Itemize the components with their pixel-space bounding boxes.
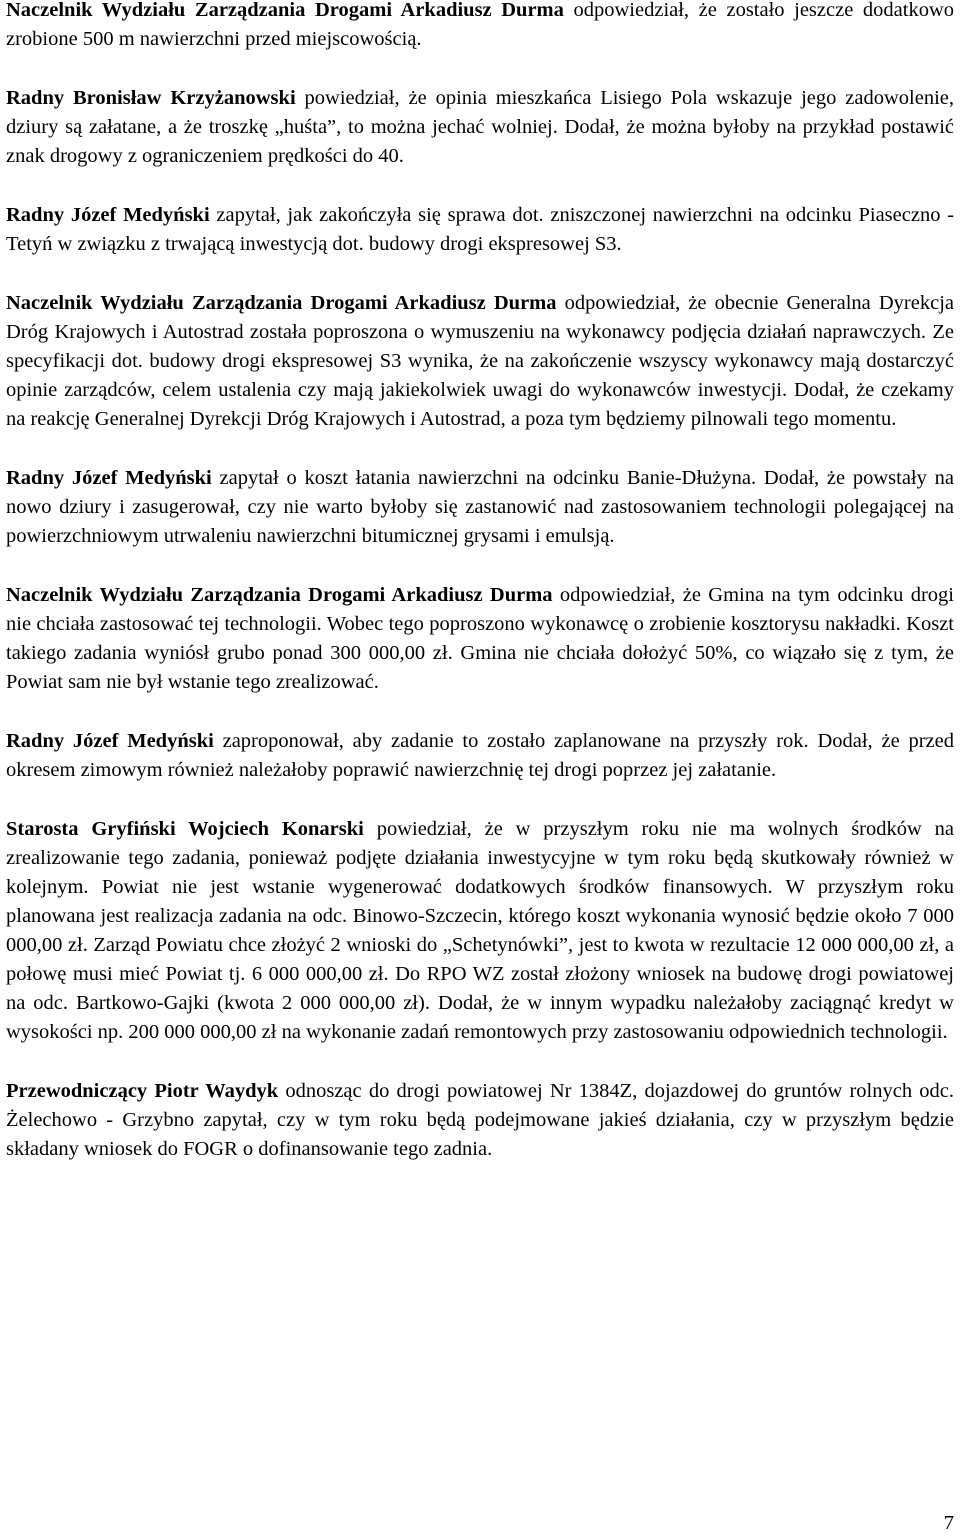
- paragraph: [6, 289, 954, 434]
- paragraph-text: odpowiedział, że zostało jeszcze dodatkowo zrobione 500 m nawierzchni przed miejscowością.: [6, 0, 955, 50]
- paragraph: [6, 727, 954, 785]
- paragraph: [6, 581, 954, 697]
- page-number: 7: [943, 1512, 954, 1534]
- paragraph-text: odpowiedział, że obecnie Generalna Dyrekcja Dróg Krajowych i Autostrad została poproszona o wymuszeniu na wykonawcy podjęcia działań naprawczych. Ze specyfikacji dot. budowy drogi ekspresowej S3 wynika, że na zakończenie wszyscy wykonawcy mają dostarczyć opinie zarządców, celem ustalenia czy mają jakiekolwiek uwagi do wykonawców inwestycji. Dodał, że czekamy na reakcję Generalnej Dyrekcji Dróg Krajowych i Autostrad, a poza tym będziemy pilnowali tego momentu.: [6, 292, 954, 430]
- speaker-name: Radny Józef Medyński: [6, 467, 212, 489]
- speaker-name: Przewodniczący Piotr Waydyk: [6, 1080, 279, 1102]
- paragraph-text: odnosząc do drogi powiatowej Nr 1384Z, dojazdowej do gruntów rolnych odc. Żelechowo - Grzybno zapytał, czy w tym roku będą podejmowane jakieś działania, czy w przyszłym będzie składany wniosek do FOGR o dofinansowanie tego zadnia.: [6, 1080, 954, 1160]
- paragraph-text: powiedział, że opinia mieszkańca Lisiego Pola wskazuje jego zadowolenie, dziury są załatane, a że troszkę „huśta”, to można jechać wolniej. Dodał, że można byłoby na przykład postawić znak drogowy z ograniczeniem prędkości do 40.: [6, 87, 954, 167]
- paragraph: [6, 0, 954, 54]
- speaker-name: Radny Józef Medyński: [6, 730, 214, 752]
- paragraph: [6, 201, 954, 259]
- paragraph: [6, 815, 954, 1047]
- speaker-name: Radny Bronisław Krzyżanowski: [6, 87, 296, 109]
- speaker-name: Naczelnik Wydziału Zarządzania Drogami Arkadiusz Durma: [6, 0, 564, 21]
- speaker-name: Naczelnik Wydziału Zarządzania Drogami Arkadiusz Durma: [6, 584, 553, 606]
- paragraph-text: odpowiedział, że Gmina na tym odcinku drogi nie chciała zastosować tej technologii. Wobec tego poproszono wykonawcę o zrobienie kosztorysu nakładki. Koszt takiego zadania wyniósł grubo ponad 300 000,00 zł. Gmina nie chciała dołożyć 50%, co wiązało się z tym, że Powiat sam nie był wstanie tego zrealizować.: [6, 584, 954, 693]
- speaker-name: Starosta Gryfiński Wojciech Konarski: [6, 818, 364, 840]
- paragraph-text: zapytał o koszt łatania nawierzchni na odcinku Banie-Dłużyna. Dodał, że powstały na nowo dziury i zasugerował, czy nie warto byłoby się zastanowić nad zastosowaniem technologii polegającej na powierzchniowym utrwaleniu nawierzchni bitumicznej grysami i emulsją.: [6, 467, 954, 547]
- paragraph-text: zaproponował, aby zadanie to zostało zaplanowane na przyszły rok. Dodał, że przed okresem zimowym również należałoby poprawić nawierzchnię tej drogi poprzez jej załatanie.: [6, 730, 955, 781]
- paragraph-text: zapytał, jak zakończyła się sprawa dot. zniszczonej nawierzchni na odcinku Piaseczno - Tetyń w związku z trwającą inwestycją dot. budowy drogi ekspresowej S3.: [6, 204, 954, 255]
- document-body: [6, 0, 954, 1194]
- speaker-name: Naczelnik Wydziału Zarządzania Drogami Arkadiusz Durma: [6, 292, 557, 314]
- paragraph-text: powiedział, że w przyszłym roku nie ma wolnych środków na zrealizowanie tego zadania, ponieważ podjęte działania inwestycyjne w tym roku będą skutkowały również w kolejnym. Powiat nie jest wstanie wygenerować dodatkowych środków finansowych. W przyszłym roku planowana jest realizacja zadania na odc. Binowo-Szczecin, którego koszt wykonania wynosić będzie około 7 000 000,00 zł. Zarząd Powiatu chce złożyć 2 wnioski do „Schetynówki”, jest to kwota w rezultacie 12 000 000,00 zł, a połowę musi mieć Powiat tj. 6 000 000,00 zł. Do RPO WZ został złożony wniosek na budowę drogi powiatowej na odc. Bartkowo-Gajki (kwota 2 000 000,00 zł). Dodał, że w innym wypadku należałoby zaciągnąć kredyt w wysokości np. 200 000 000,00 zł na wykonanie zadań remontowych przy zastosowaniu odpowiednich technologii.: [6, 818, 954, 1043]
- speaker-name: Radny Józef Medyński: [6, 204, 210, 226]
- paragraph: [6, 84, 954, 171]
- paragraph: [6, 1077, 954, 1164]
- paragraph: [6, 464, 954, 551]
